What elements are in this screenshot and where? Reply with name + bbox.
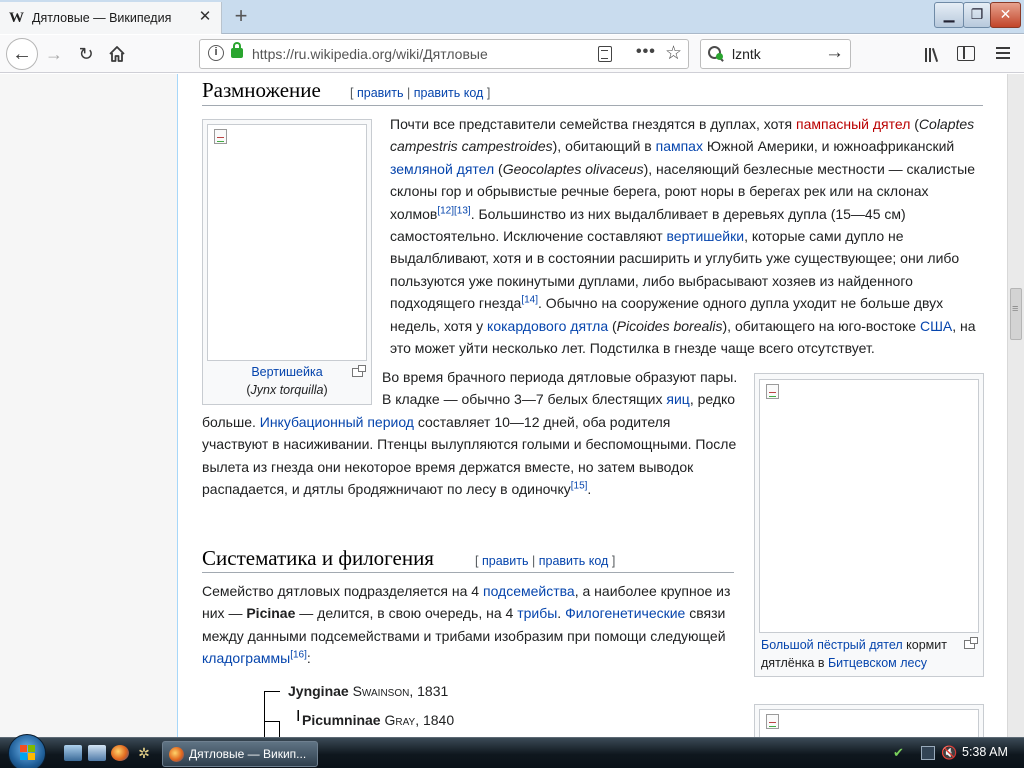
text: . Большинство из них выдалбливает в деревьях дупла (15—45 см) самостоятельно. Исключение составляют xyxy=(390,205,906,245)
page-actions-icon[interactable]: ••• xyxy=(636,43,656,60)
latin-name: Geocolaptes olivaceus xyxy=(502,160,644,177)
taxon-name: Jynginae xyxy=(288,683,349,699)
firefox-icon[interactable] xyxy=(111,745,129,761)
search-bar[interactable] xyxy=(700,39,851,69)
bracket: [ xyxy=(350,86,354,100)
forward-button[interactable] xyxy=(40,40,68,68)
show-desktop-icon[interactable] xyxy=(64,745,82,761)
section-edit-links xyxy=(350,86,490,100)
text: Южной Америки, и южноафриканский xyxy=(702,138,955,155)
text: ), обитающий в xyxy=(552,138,656,155)
clade-branch-vertical xyxy=(279,721,280,737)
float-spacer xyxy=(202,366,382,406)
image-great-spotted-woodpecker[interactable] xyxy=(759,379,979,633)
windows-taskbar xyxy=(0,737,1024,768)
taxon-author: Swainson xyxy=(352,683,410,699)
reference-link[interactable]: [16] xyxy=(290,649,307,661)
link-pampas[interactable]: пампах xyxy=(655,138,703,155)
text: составляет 10—12 дней, оба родителя участвуют в насиживании. Птенцы вылупляются голыми и беспомощными. После вылета из гнезда они некоторое время держатся вместе, но затем выводок распадается, и дятлы бродяжничают по лесу в одиночку xyxy=(202,413,737,498)
text-cursor-icon: I xyxy=(296,708,301,725)
link-usa[interactable]: США xyxy=(919,317,953,334)
taxon-author: Gray xyxy=(384,712,416,728)
clade-taxon-picumninae xyxy=(302,712,454,728)
reference-link[interactable]: [14] xyxy=(521,294,538,306)
navigation-toolbar xyxy=(0,35,1024,73)
arrow-right-icon: → xyxy=(45,44,63,64)
tab-title: Дятловые — Википедия xyxy=(32,11,172,25)
page-viewport xyxy=(0,74,1024,737)
link-ground-woodpecker[interactable]: земляной дятел xyxy=(390,160,495,177)
paragraph-nesting xyxy=(390,113,982,359)
hamburger-menu-button[interactable] xyxy=(996,45,1012,61)
vertical-scrollbar[interactable] xyxy=(1007,74,1024,737)
text: связи между данными подсемействами и трибами изобразим при помощи следующей xyxy=(202,605,726,644)
heading-rule xyxy=(202,572,734,573)
thumbnail-wryneck xyxy=(202,119,372,405)
bracket: ] xyxy=(611,554,616,568)
minimize-window-button[interactable]: ▁ xyxy=(934,2,964,28)
reference-link[interactable]: [12] xyxy=(437,204,455,216)
broken-image-icon xyxy=(214,129,227,144)
clade-taxon-jynginae xyxy=(288,683,448,699)
clade-branch-vertical xyxy=(264,691,265,737)
paren: ) xyxy=(323,383,328,397)
paragraph-systematics xyxy=(202,580,734,670)
edit-code-link[interactable]: править код xyxy=(538,554,609,568)
image-next[interactable] xyxy=(759,709,979,737)
taskbar-item-firefox[interactable] xyxy=(162,741,318,767)
system-clock[interactable]: 5:38 AM xyxy=(962,745,1008,759)
broken-image-icon xyxy=(766,384,779,399)
text: ( xyxy=(494,160,503,177)
link-red-cockaded-woodpecker[interactable]: кокардового дятла xyxy=(487,317,609,334)
text: : xyxy=(306,650,311,667)
network-tray-icon[interactable]: ✔ xyxy=(893,745,904,760)
arrow-left-icon: ← xyxy=(12,43,32,65)
section-edit-links xyxy=(475,554,615,568)
text: ), населяющий безлесные местности — скалистые склоны гор и обрывистые речные берега, роют норы в берегах рек или на склонах холмов xyxy=(390,160,976,222)
paren: ( xyxy=(246,383,251,397)
windows-logo-icon xyxy=(20,745,36,761)
text: Семейство дятловых подразделяется на 4 xyxy=(202,583,483,599)
broken-image-icon xyxy=(766,714,779,729)
library-button[interactable] xyxy=(921,44,943,64)
back-button[interactable] xyxy=(6,38,38,70)
clade-branch-horizontal xyxy=(264,721,280,722)
lock-icon xyxy=(231,48,243,58)
browser-tab[interactable] xyxy=(0,2,222,34)
new-tab-button[interactable]: + xyxy=(234,3,248,28)
reference-link[interactable]: [15] xyxy=(570,480,588,492)
enlarge-icon[interactable] xyxy=(964,640,975,649)
sidebar-toggle-button[interactable] xyxy=(957,46,975,61)
thumbnail-caption xyxy=(761,636,961,672)
switch-windows-icon[interactable] xyxy=(88,745,106,761)
link-tribes[interactable]: трибы xyxy=(517,605,558,622)
tab-bar xyxy=(0,0,1024,34)
section-heading-reproduction: Размножение xyxy=(202,78,321,102)
home-button[interactable] xyxy=(103,40,131,68)
bracket: ] xyxy=(486,86,491,100)
taxon-name: Picinae xyxy=(246,605,296,622)
text: , а наиболее крупное из них — xyxy=(202,583,731,622)
thumbnail-great-spotted-woodpecker xyxy=(754,373,984,677)
edit-link[interactable]: править xyxy=(481,554,529,568)
text: , редко больше. xyxy=(202,391,736,430)
link-wrynecks[interactable]: вертишейки xyxy=(666,228,745,245)
search-input[interactable]: lzntk xyxy=(732,46,761,62)
reader-view-icon[interactable] xyxy=(598,46,612,62)
latin-name: Jynx torquilla xyxy=(250,383,324,397)
latin-name: Colaptes campestris campestroides xyxy=(390,116,975,155)
link-incubation-period[interactable]: Инкубационный период xyxy=(259,413,414,430)
taxon-year: , 1831 xyxy=(409,683,449,699)
text: Во время брачного периода дятловые образуют пары. В кладке — обычно 3—7 белых блестящих xyxy=(382,369,738,408)
search-go-arrow-icon[interactable]: → xyxy=(825,42,844,63)
reload-icon: ↻ xyxy=(78,44,94,64)
maximize-window-button[interactable]: ❐ xyxy=(963,2,991,28)
clade-branch-horizontal xyxy=(264,691,280,692)
link-eggs[interactable]: яиц xyxy=(666,391,690,408)
url-text[interactable]: https://ru.wikipedia.org/wiki/Дятловые xyxy=(252,46,488,62)
link-subfamilies[interactable]: подсемейства xyxy=(482,583,575,599)
scrollbar-thumb[interactable] xyxy=(1010,288,1022,340)
article-content xyxy=(177,74,1007,737)
text: , которые сами дупло не выдалбливают, хотя и в состоянии расширить и углубить уже существующее; они либо пользуются уже покинутыми дуплами, либо выбрасывают хозяев из найденного подходящего гнезда xyxy=(390,228,960,312)
taskbar-item-label: Дятловые — Викип... xyxy=(189,747,307,761)
close-window-button[interactable]: ✕ xyxy=(990,2,1021,28)
taxon-year: , 1840 xyxy=(415,712,455,728)
close-tab-icon[interactable]: ✕ xyxy=(198,8,212,25)
separator: | xyxy=(407,86,411,100)
caption-link-bitsa-forest[interactable]: Битцевском лесу xyxy=(827,656,927,670)
caption-link-wryneck[interactable]: Вертишейка xyxy=(251,365,323,379)
bracket: [ xyxy=(475,554,479,568)
wikipedia-favicon-icon: W xyxy=(9,9,24,26)
section-heading-systematics: Систематика и филогения xyxy=(202,546,434,570)
edit-link[interactable]: править xyxy=(356,86,404,100)
heading-rule xyxy=(202,105,983,106)
taxon-name: Picumninae xyxy=(302,712,381,728)
bookmark-star-icon[interactable]: ☆ xyxy=(665,43,683,64)
text: ( xyxy=(910,116,919,132)
link-cladogram[interactable]: кладограммы xyxy=(202,650,291,667)
volume-muted-icon[interactable]: 🔇 xyxy=(941,745,958,760)
reference-link[interactable]: [13] xyxy=(454,204,471,216)
application-icon[interactable]: ✲ xyxy=(138,745,150,761)
site-info-icon[interactable]: i xyxy=(208,45,224,61)
text: ( xyxy=(608,317,617,334)
edit-code-link[interactable]: править код xyxy=(413,86,484,100)
home-icon xyxy=(108,45,126,63)
text: кормит дятлёнка в xyxy=(761,638,947,670)
caption-link-great-spotted-woodpecker[interactable]: Большой пёстрый дятел xyxy=(761,638,903,652)
text: ), обитающего на юго-востоке xyxy=(722,317,920,334)
text: . xyxy=(557,605,566,622)
reload-button[interactable] xyxy=(72,40,100,68)
text: — делится, в свою очередь, на 4 xyxy=(295,605,518,622)
text: . Обычно на сооружение одного дупла уходит не больше двух недель, хотя у xyxy=(390,295,944,334)
text: . xyxy=(587,481,592,498)
text: , на это может уйти несколько лет. Подстилка в гнезде чаще всего отсутствует. xyxy=(390,317,976,357)
text: Почти все представители семейства гнездятся в дуплах, хотя xyxy=(390,116,796,132)
thumbnail-next xyxy=(754,704,984,737)
image-wryneck[interactable] xyxy=(207,124,367,361)
firefox-icon xyxy=(169,747,184,762)
latin-name: Picoides borealis xyxy=(616,317,723,334)
separator: | xyxy=(532,554,536,568)
display-tray-icon[interactable] xyxy=(921,746,935,760)
paragraph-breeding xyxy=(202,366,738,500)
search-engine-badge-icon xyxy=(716,53,723,60)
start-button[interactable] xyxy=(8,734,46,768)
link-pampas-woodpecker[interactable]: пампасный дятел xyxy=(796,116,911,132)
link-phylogenetic[interactable]: Филогенетические xyxy=(565,605,686,622)
address-bar[interactable] xyxy=(199,39,689,69)
